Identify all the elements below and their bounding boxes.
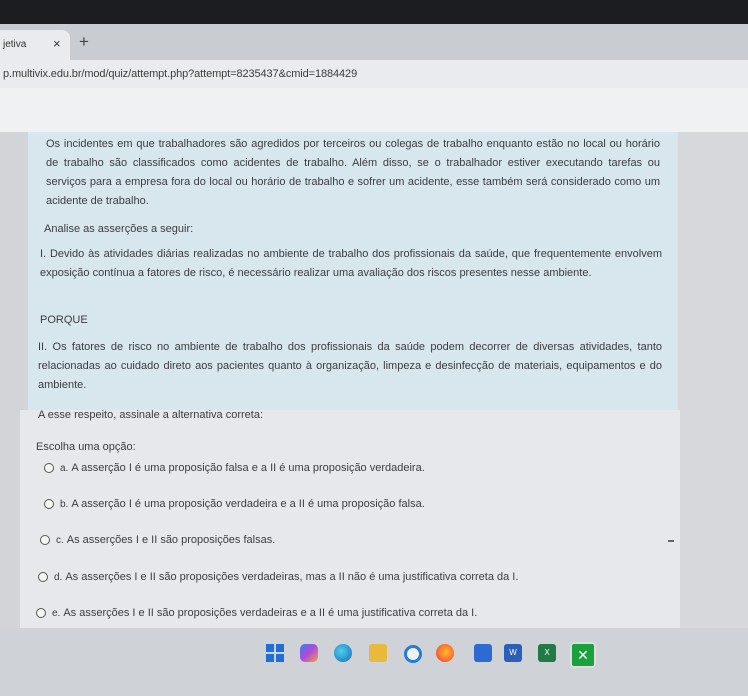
file-explorer-icon[interactable]	[369, 644, 387, 662]
option-text[interactable]: As asserções I e II são proposições verdadeiras e a II é uma justificativa correta da I.	[63, 607, 478, 619]
address-bar[interactable]	[0, 60, 748, 88]
option-text[interactable]: A asserção I é uma proposição verdadeira e a II é uma proposição falsa.	[71, 498, 425, 510]
question-intro: Os incidentes em que trabalhadores são agredidos por terceiros ou colegas de trabalho enquanto estão no local ou horário de trabalho são classificados como acidentes de trabalho. Além disso, se o trabalhador estiver executando tarefas ou serviços para a empresa fora do local ou horário de trabalho e sofrer um acidente, esse também será considerado como um acidente de trabalho.	[46, 138, 660, 207]
windows-start-icon[interactable]	[266, 644, 284, 662]
porque-label: PORQUE	[40, 314, 88, 326]
option-b[interactable]	[44, 498, 425, 516]
edge-icon[interactable]	[334, 644, 352, 662]
analyze-label: Analise as asserções a seguir:	[44, 223, 194, 235]
tab-close-icon[interactable]: ×	[53, 36, 61, 51]
radio-button[interactable]	[36, 608, 46, 618]
option-a[interactable]	[44, 462, 425, 480]
option-letter: c.	[56, 535, 64, 546]
option-letter: d.	[54, 572, 63, 583]
assertion-1: I. Devido às atividades diárias realizadas no ambiente de trabalho dos profissionais da saúde, que frequentemente envolvem exposição contínua a fatores de risco, é necessário realizar uma avaliação dos riscos presentes nesse ambiente.	[40, 248, 662, 279]
screen-bezel	[0, 0, 748, 26]
choose-label: Escolha uma opção:	[36, 441, 136, 453]
radio-button[interactable]	[44, 499, 54, 509]
radio-button[interactable]	[40, 535, 50, 545]
page-header	[0, 88, 748, 132]
excel-icon[interactable]: X	[538, 644, 556, 662]
question-prompt: A esse respeito, assinale a alternativa correta:	[38, 409, 264, 421]
tab-strip	[0, 24, 748, 60]
word-icon[interactable]: W	[504, 644, 522, 662]
quiz-page	[0, 88, 748, 628]
option-text[interactable]: As asserções I e II são proposições verdadeiras, mas a II não é uma justificativa correta da I.	[65, 571, 519, 583]
copilot-icon[interactable]	[300, 644, 318, 662]
option-letter: b.	[60, 499, 69, 510]
tab-title: jetiva	[3, 39, 27, 50]
option-text[interactable]: A asserção I é uma proposição falsa e a II é uma proposição verdadeira.	[71, 462, 425, 474]
cortana-icon[interactable]	[404, 645, 422, 663]
store-icon[interactable]	[474, 644, 492, 662]
xbox-icon[interactable]: ✕	[570, 642, 596, 668]
option-letter: e.	[52, 608, 61, 619]
option-text[interactable]: As asserções I e II são proposições falsas.	[66, 534, 276, 546]
right-gutter	[678, 132, 748, 628]
firefox-icon[interactable]	[436, 644, 454, 662]
taskbar	[0, 628, 748, 696]
url-text[interactable]: p.multivix.edu.br/mod/quiz/attempt.php?attempt=8235437&cmid=1884429	[3, 68, 358, 80]
option-letter: a.	[60, 463, 69, 474]
browser-tab[interactable]	[0, 30, 70, 60]
radio-button[interactable]	[44, 463, 54, 473]
radio-button[interactable]	[38, 572, 48, 582]
assertion-2: II. Os fatores de risco no ambiente de trabalho dos profissionais da saúde podem decorrer de diversas atividades, tanto relacionadas ao cuidado direto aos pacientes quanto à organização, limpeza e desinfecção de materiais, equipamentos e do ambiente.	[38, 341, 662, 391]
option-c[interactable]	[40, 534, 275, 552]
scroll-indicator[interactable]	[668, 540, 674, 542]
option-d[interactable]	[38, 571, 518, 589]
new-tab-button[interactable]: +	[79, 32, 89, 51]
option-e[interactable]	[36, 607, 477, 625]
